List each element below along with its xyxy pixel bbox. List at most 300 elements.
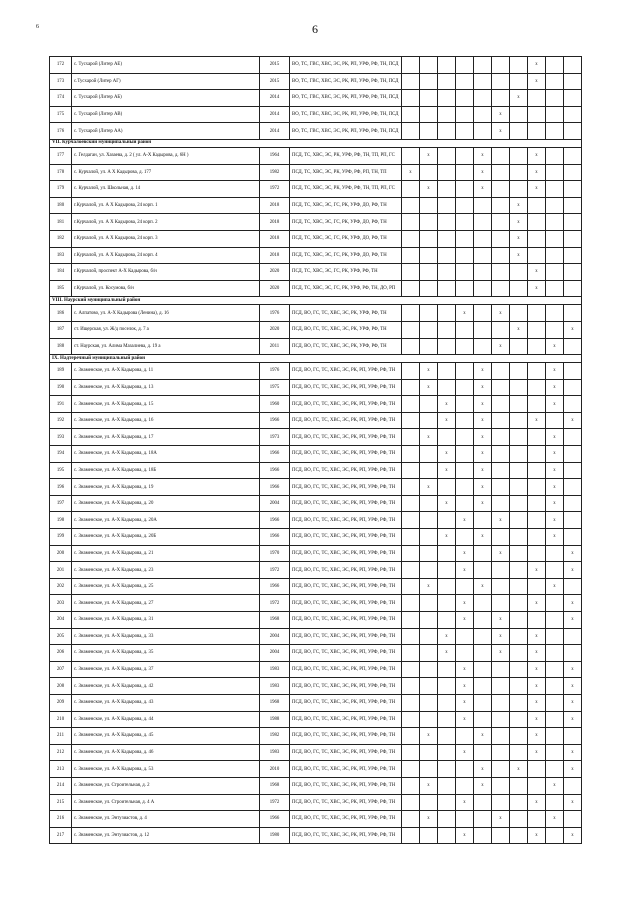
mark-cell: [546, 181, 564, 198]
mark-cell: [564, 123, 582, 140]
housing-register-table: [49, 56, 582, 844]
corner-mark: 6: [36, 24, 39, 30]
mark-cell: [420, 321, 438, 338]
mark-cell: x: [564, 412, 582, 429]
mark-cell: [564, 462, 582, 479]
mark-cell: [564, 578, 582, 595]
address-cell: с. Знаменское, ул. А-Х Кадырова, д. 25: [72, 578, 260, 595]
address-cell: с. Тусхарой (Литер АВ): [72, 106, 260, 123]
mark-cell: [492, 264, 510, 281]
mark-cell: [510, 777, 528, 794]
mark-cell: x: [492, 628, 510, 645]
mark-cell: [492, 214, 510, 231]
row-number: 177: [50, 147, 72, 164]
mark-cell: x: [546, 379, 564, 396]
mark-cell: [456, 628, 474, 645]
year-cell: 2015: [260, 57, 290, 74]
works-cell: ПСД, ВО, ГС, ТС, ХВС, ЭС, РК, РП, УРФ, РФ, ТН: [290, 761, 402, 778]
table-row: [50, 429, 582, 446]
mark-cell: [420, 123, 438, 140]
mark-cell: x: [510, 247, 528, 264]
mark-cell: [528, 214, 546, 231]
mark-cell: [564, 379, 582, 396]
mark-cell: [420, 446, 438, 463]
mark-cell: x: [474, 147, 492, 164]
works-cell: ПСД, ТС, ХВС, ЭС, РК, УРФ, РФ, ТН, ТП, РП, ГС: [290, 147, 402, 164]
mark-cell: [474, 811, 492, 828]
mark-cell: [420, 305, 438, 322]
mark-cell: [492, 777, 510, 794]
mark-cell: x: [474, 777, 492, 794]
row-number: 213: [50, 761, 72, 778]
table-row: [50, 462, 582, 479]
mark-cell: [474, 794, 492, 811]
table-row: [50, 761, 582, 778]
mark-cell: x: [492, 123, 510, 140]
year-cell: 1972: [260, 595, 290, 612]
mark-cell: [510, 661, 528, 678]
works-cell: ПСД, ВО, ГС, ТС, ХВС, ЭС, РК, РП, УРФ, РФ, ТН: [290, 827, 402, 844]
mark-cell: x: [564, 678, 582, 695]
mark-cell: [528, 479, 546, 496]
table-row: [50, 645, 582, 662]
mark-cell: x: [546, 512, 564, 529]
mark-cell: x: [510, 214, 528, 231]
address-cell: с. Знаменское, ул. А-Х Кадырова, д. 23: [72, 562, 260, 579]
mark-cell: [510, 495, 528, 512]
mark-cell: [546, 728, 564, 745]
table-row: [50, 495, 582, 512]
mark-cell: [420, 628, 438, 645]
page-number: 6: [312, 22, 318, 36]
mark-cell: [438, 794, 456, 811]
year-cell: 1968: [260, 694, 290, 711]
mark-cell: x: [474, 429, 492, 446]
mark-cell: [456, 728, 474, 745]
mark-cell: [564, 479, 582, 496]
mark-cell: [528, 545, 546, 562]
table-body: [50, 57, 582, 844]
mark-cell: [402, 495, 420, 512]
mark-cell: [456, 495, 474, 512]
mark-cell: x: [564, 661, 582, 678]
mark-cell: [546, 545, 564, 562]
row-number: 180: [50, 197, 72, 214]
year-cell: 1980: [260, 827, 290, 844]
mark-cell: [546, 305, 564, 322]
mark-cell: [438, 73, 456, 90]
mark-cell: [402, 661, 420, 678]
address-cell: с. Знаменское, ул. А-Х Кадырова, д. 35: [72, 645, 260, 662]
mark-cell: [402, 562, 420, 579]
mark-cell: [528, 429, 546, 446]
mark-cell: [420, 280, 438, 297]
table-row: [50, 479, 582, 496]
mark-cell: [420, 57, 438, 74]
mark-cell: x: [474, 495, 492, 512]
year-cell: 2015: [260, 73, 290, 90]
mark-cell: [528, 777, 546, 794]
row-number: 172: [50, 57, 72, 74]
mark-cell: [492, 578, 510, 595]
works-cell: ПСД, ВО, ГС, ТС, ХВС, ЭС, РК, РП, УРФ, РФ, ТН: [290, 446, 402, 463]
mark-cell: x: [456, 794, 474, 811]
mark-cell: x: [528, 412, 546, 429]
mark-cell: x: [420, 777, 438, 794]
mark-cell: [420, 412, 438, 429]
address-cell: с. Знаменское, ул. А-Х Кадырова, д. 37: [72, 661, 260, 678]
mark-cell: [420, 214, 438, 231]
mark-cell: [402, 545, 420, 562]
year-cell: 1983: [260, 678, 290, 695]
mark-cell: [474, 230, 492, 247]
mark-cell: [510, 446, 528, 463]
mark-cell: [492, 794, 510, 811]
mark-cell: [438, 429, 456, 446]
year-cell: 1966: [260, 578, 290, 595]
mark-cell: x: [528, 645, 546, 662]
mark-cell: [528, 529, 546, 546]
mark-cell: [510, 429, 528, 446]
mark-cell: x: [456, 545, 474, 562]
mark-cell: [438, 123, 456, 140]
year-cell: 1976: [260, 363, 290, 380]
mark-cell: x: [528, 280, 546, 297]
address-cell: с. Знаменское, ул. А-Х Кадырова, д. 17: [72, 429, 260, 446]
row-number: 187: [50, 321, 72, 338]
mark-cell: [510, 73, 528, 90]
mark-cell: [528, 396, 546, 413]
mark-cell: [492, 595, 510, 612]
row-number: 205: [50, 628, 72, 645]
address-cell: с. Знаменское, ул. А-Х Кадырова, д. 13: [72, 379, 260, 396]
mark-cell: [438, 247, 456, 264]
mark-cell: [456, 412, 474, 429]
works-cell: ПСД, ВО, ГС, ТС, ХВС, ЭС, РК, РП, УРФ, РФ, ТН: [290, 612, 402, 629]
mark-cell: [456, 123, 474, 140]
works-cell: ПСД, ВО, ГС, ТС, ХВС, ЭС, РК, РП, УРФ, РФ, ТН: [290, 412, 402, 429]
table-row: [50, 794, 582, 811]
table-row: [50, 147, 582, 164]
mark-cell: x: [456, 678, 474, 695]
mark-cell: [510, 578, 528, 595]
mark-cell: [492, 280, 510, 297]
row-number: 176: [50, 123, 72, 140]
mark-cell: [456, 214, 474, 231]
mark-cell: [402, 827, 420, 844]
address-cell: с. Тусхарой (Литер АЕ): [72, 57, 260, 74]
mark-cell: [510, 412, 528, 429]
mark-cell: x: [492, 305, 510, 322]
year-cell: 1966: [260, 811, 290, 828]
row-number: 193: [50, 429, 72, 446]
mark-cell: [420, 495, 438, 512]
table-row: [50, 545, 582, 562]
works-cell: ПСД, ВО, ГС, ТС, ХВС, ЭС, РК, РП, УРФ, РФ, ТН: [290, 545, 402, 562]
mark-cell: [546, 280, 564, 297]
mark-cell: [438, 562, 456, 579]
mark-cell: [474, 90, 492, 107]
row-number: 196: [50, 479, 72, 496]
mark-cell: [564, 280, 582, 297]
mark-cell: x: [420, 728, 438, 745]
mark-cell: [546, 661, 564, 678]
mark-cell: [438, 777, 456, 794]
mark-cell: [474, 711, 492, 728]
mark-cell: x: [546, 495, 564, 512]
mark-cell: x: [564, 595, 582, 612]
row-number: 198: [50, 512, 72, 529]
mark-cell: x: [564, 545, 582, 562]
row-number: 211: [50, 728, 72, 745]
mark-cell: [546, 645, 564, 662]
row-number: 179: [50, 181, 72, 198]
year-cell: 2004: [260, 645, 290, 662]
mark-cell: [546, 106, 564, 123]
mark-cell: x: [492, 106, 510, 123]
address-cell: с. Знаменское, ул. А-Х Кадырова, д. 20А: [72, 512, 260, 529]
mark-cell: [420, 612, 438, 629]
mark-cell: [402, 90, 420, 107]
mark-cell: [420, 512, 438, 529]
mark-cell: [546, 123, 564, 140]
mark-cell: x: [528, 73, 546, 90]
mark-cell: [510, 379, 528, 396]
mark-cell: [438, 106, 456, 123]
year-cell: 1988: [260, 711, 290, 728]
mark-cell: x: [528, 728, 546, 745]
mark-cell: x: [564, 562, 582, 579]
mark-cell: [474, 197, 492, 214]
mark-cell: [402, 73, 420, 90]
mark-cell: [528, 512, 546, 529]
mark-cell: [456, 529, 474, 546]
mark-cell: [474, 214, 492, 231]
mark-cell: [528, 230, 546, 247]
mark-cell: [420, 661, 438, 678]
mark-cell: x: [510, 761, 528, 778]
mark-cell: x: [510, 197, 528, 214]
mark-cell: [420, 562, 438, 579]
table-row: [50, 247, 582, 264]
works-cell: ПСД, ВО, ГС, ТС, ХВС, ЭС, РК, РП, УРФ, РФ, ТН: [290, 379, 402, 396]
year-cell: 1970: [260, 545, 290, 562]
mark-cell: [510, 147, 528, 164]
year-cell: 1976: [260, 305, 290, 322]
mark-cell: [510, 794, 528, 811]
mark-cell: x: [492, 512, 510, 529]
works-cell: ПСД, ВО, ГС, ТС, ХВС, ЭС, РК, РП, УРФ, РФ, ТН: [290, 495, 402, 512]
mark-cell: [474, 338, 492, 355]
address-cell: г.Курчалой, ул. Косумова, б/н: [72, 280, 260, 297]
section-title: VII. Курчалоевский муниципальный район: [50, 139, 582, 147]
row-number: 185: [50, 280, 72, 297]
row-number: 199: [50, 529, 72, 546]
mark-cell: [420, 761, 438, 778]
mark-cell: x: [492, 545, 510, 562]
works-cell: ПСД, ТС, ХВС, ЭС, ГС, РК, УРФ, ДО, РФ, ТН: [290, 214, 402, 231]
table-row: [50, 363, 582, 380]
mark-cell: [546, 595, 564, 612]
address-cell: с. Знаменское, ул. А-Х Кадырова, д. 42: [72, 678, 260, 695]
mark-cell: [492, 73, 510, 90]
row-number: 216: [50, 811, 72, 828]
mark-cell: x: [528, 57, 546, 74]
mark-cell: [474, 264, 492, 281]
mark-cell: [474, 321, 492, 338]
mark-cell: [564, 147, 582, 164]
row-number: 192: [50, 412, 72, 429]
mark-cell: [438, 479, 456, 496]
mark-cell: x: [438, 529, 456, 546]
year-cell: 2004: [260, 495, 290, 512]
mark-cell: x: [456, 711, 474, 728]
address-cell: с. Знаменское, ул. Строительная, д. 4 А: [72, 794, 260, 811]
mark-cell: [402, 363, 420, 380]
mark-cell: [492, 396, 510, 413]
address-cell: г.Курчалой, ул. А Х Кадырова, 24 корп. 2: [72, 214, 260, 231]
mark-cell: [402, 338, 420, 355]
mark-cell: [456, 264, 474, 281]
mark-cell: [474, 73, 492, 90]
mark-cell: [492, 446, 510, 463]
mark-cell: [492, 711, 510, 728]
mark-cell: x: [474, 529, 492, 546]
address-cell: г.Курчалой, ул. А Х Кадырова, 24 корп. 1: [72, 197, 260, 214]
mark-cell: [528, 197, 546, 214]
mark-cell: x: [528, 711, 546, 728]
mark-cell: [564, 305, 582, 322]
mark-cell: x: [528, 181, 546, 198]
mark-cell: x: [438, 446, 456, 463]
mark-cell: [492, 57, 510, 74]
row-number: 207: [50, 661, 72, 678]
year-cell: 2020: [260, 264, 290, 281]
mark-cell: x: [438, 495, 456, 512]
year-cell: 2011: [260, 338, 290, 355]
mark-cell: [420, 90, 438, 107]
mark-cell: [510, 744, 528, 761]
mark-cell: [438, 612, 456, 629]
mark-cell: x: [438, 462, 456, 479]
mark-cell: x: [564, 612, 582, 629]
works-cell: ПСД, ВО, ГС, ТС, ХВС, ЭС, РК, РП, УРФ, РФ, ТН: [290, 578, 402, 595]
mark-cell: [420, 396, 438, 413]
mark-cell: x: [528, 661, 546, 678]
mark-cell: [456, 479, 474, 496]
address-cell: с. Знаменское, ул. А-Х Кадырова, д. 33: [72, 628, 260, 645]
row-number: 200: [50, 545, 72, 562]
mark-cell: x: [474, 181, 492, 198]
mark-cell: [564, 777, 582, 794]
mark-cell: [420, 827, 438, 844]
mark-cell: [456, 761, 474, 778]
works-cell: ПСД, ТС, ХВС, ЭС, ГС, РК, УРФ, ДО, РФ, ТН: [290, 197, 402, 214]
year-cell: 2018: [260, 230, 290, 247]
mark-cell: [528, 446, 546, 463]
mark-cell: [474, 512, 492, 529]
mark-cell: [402, 412, 420, 429]
mark-cell: x: [528, 827, 546, 844]
mark-cell: [492, 321, 510, 338]
mark-cell: [402, 446, 420, 463]
table-row: [50, 777, 582, 794]
year-cell: 2020: [260, 321, 290, 338]
mark-cell: [564, 164, 582, 181]
table-row: [50, 396, 582, 413]
mark-cell: x: [474, 462, 492, 479]
year-cell: 2020: [260, 280, 290, 297]
mark-cell: x: [420, 811, 438, 828]
address-cell: г.Курчалой, проспект А-Х Кадырова, б/н: [72, 264, 260, 281]
mark-cell: [492, 529, 510, 546]
address-cell: с. Гелдаган, ул. Хазаева, д. 2 ( ул. А-Х Кадырова, д. 6Н ): [72, 147, 260, 164]
mark-cell: [438, 230, 456, 247]
mark-cell: [402, 264, 420, 281]
mark-cell: [420, 645, 438, 662]
mark-cell: [510, 645, 528, 662]
mark-cell: [546, 678, 564, 695]
address-cell: с. Знаменское, ул. А-Х Кадырова, д. 44: [72, 711, 260, 728]
section-title: VIII. Наурский муниципальный район: [50, 297, 582, 305]
mark-cell: [510, 479, 528, 496]
mark-cell: [510, 280, 528, 297]
mark-cell: [528, 462, 546, 479]
mark-cell: x: [528, 264, 546, 281]
mark-cell: x: [564, 711, 582, 728]
mark-cell: [510, 678, 528, 695]
mark-cell: x: [564, 694, 582, 711]
works-cell: ПСД, ВО, ГС, ТС, ХВС, ЭС, РК, РП, УРФ, РФ, ТН: [290, 661, 402, 678]
mark-cell: x: [420, 363, 438, 380]
mark-cell: [564, 247, 582, 264]
mark-cell: [402, 214, 420, 231]
mark-cell: [564, 214, 582, 231]
mark-cell: x: [474, 164, 492, 181]
section-header-row: [50, 355, 582, 363]
row-number: 201: [50, 562, 72, 579]
mark-cell: x: [420, 147, 438, 164]
address-cell: с. Тусхарой (Литер АА): [72, 123, 260, 140]
mark-cell: [510, 123, 528, 140]
mark-cell: [420, 73, 438, 90]
mark-cell: [456, 147, 474, 164]
row-number: 217: [50, 827, 72, 844]
mark-cell: [402, 181, 420, 198]
mark-cell: [564, 338, 582, 355]
mark-cell: [492, 147, 510, 164]
mark-cell: [510, 512, 528, 529]
works-cell: ПСД, ТС, ХВС, ЭС, РК, УРФ, РФ, РП, ТН, ТП: [290, 164, 402, 181]
mark-cell: [546, 197, 564, 214]
mark-cell: [474, 678, 492, 695]
mark-cell: [492, 678, 510, 695]
mark-cell: [546, 711, 564, 728]
row-number: 212: [50, 744, 72, 761]
mark-cell: [402, 694, 420, 711]
year-cell: 1975: [260, 379, 290, 396]
mark-cell: [438, 379, 456, 396]
mark-cell: x: [456, 744, 474, 761]
mark-cell: [438, 744, 456, 761]
table-row: [50, 578, 582, 595]
mark-cell: x: [528, 595, 546, 612]
year-cell: 1966: [260, 512, 290, 529]
address-cell: ст. Ищерская, ул. Ж/д поселок, д. 7 а: [72, 321, 260, 338]
mark-cell: [402, 578, 420, 595]
mark-cell: [546, 230, 564, 247]
mark-cell: x: [456, 562, 474, 579]
